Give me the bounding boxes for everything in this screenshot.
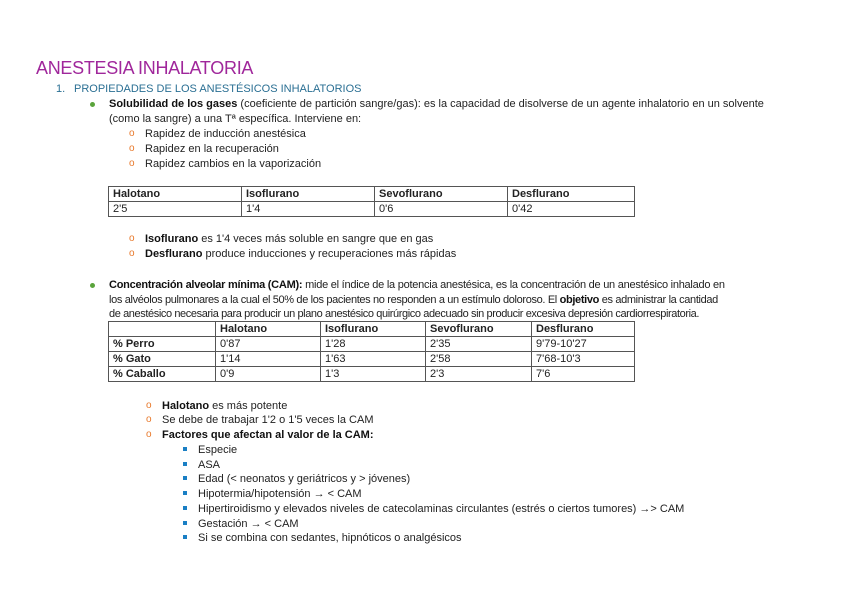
table-cell: 9'79-10'27: [532, 337, 635, 352]
section-number: 1.: [56, 83, 66, 95]
text: es 1'4 veces más soluble en sangre que en gas: [198, 233, 434, 245]
table-header: Sevoflurano: [375, 187, 508, 202]
page-title: ANESTESIA INHALATORIA: [36, 58, 254, 78]
text: los alvéolos pulmonares a la cual el 50% de los pacientes no responden a un estímulo doloroso. El: [109, 294, 560, 306]
list-item: Rapidez cambios en la vaporización: [145, 158, 322, 170]
table-header: Isoflurano: [321, 322, 426, 337]
table-row: [109, 352, 635, 367]
table-cell: 1'3: [321, 367, 426, 382]
row-header: % Caballo: [109, 367, 216, 382]
table-cell: 1'63: [321, 352, 426, 367]
list-item: [162, 399, 287, 413]
table-header: Desflurano: [532, 322, 635, 337]
cam-line2: [109, 293, 718, 307]
bullet-icon: [90, 283, 95, 288]
factor-item: Edad (< neonatos y geriátricos y > jóvenes): [198, 473, 411, 486]
table-cell: 0'42: [508, 202, 635, 217]
table-cell: 0'87: [216, 337, 321, 352]
circle-bullet-icon: o: [129, 248, 135, 259]
solubility-table: [108, 186, 635, 217]
factor-item: Hipertiroidismo y elevados niveles de catecolaminas circulantes (estrés o ciertos tumores) →> CAM: [198, 502, 685, 515]
table-cell: 2'3: [426, 367, 532, 382]
circle-bullet-icon: o: [129, 128, 135, 139]
row-header: % Gato: [109, 352, 216, 367]
circle-bullet-icon: o: [129, 143, 135, 154]
cam-line1: [109, 278, 725, 292]
table-header: [109, 322, 216, 337]
square-bullet-icon: [183, 535, 187, 539]
text: es más potente: [209, 400, 288, 412]
solubilidad-text: (coeficiente de partición sangre/gas): es la capacidad de disolverse de un agente inhalatorio en un solvente: [237, 98, 764, 110]
term: Halotano: [162, 400, 210, 412]
circle-bullet-icon: o: [146, 400, 152, 411]
factor-item: Especie: [198, 444, 238, 456]
factor-item: ASA: [198, 458, 221, 471]
table-header: Halotano: [216, 322, 321, 337]
list-item: Rapidez de inducción anestésica: [145, 128, 306, 140]
list-item: Se debe de trabajar 1'2 o 1'5 veces la CAM: [162, 414, 374, 426]
list-item: [145, 247, 456, 261]
table-cell: 0'9: [216, 367, 321, 382]
factor-item: Si se combina con sedantes, hipnóticos o analgésicos: [198, 532, 462, 545]
table-cell: 7'6: [532, 367, 635, 382]
solubilidad-line1: [109, 97, 764, 111]
text: mide el índice de la potencia anestésica, es la concentración de un anestésico inhalado en: [302, 279, 725, 291]
list-item: Rapidez en la recuperación: [145, 143, 279, 155]
list-item: [162, 428, 374, 442]
row-header: % Perro: [109, 337, 216, 352]
bullet-icon: [90, 102, 95, 107]
list-item: [145, 232, 433, 246]
square-bullet-icon: [183, 491, 187, 495]
section-heading: PROPIEDADES DE LOS ANESTÉSICOS INHALATORIOS: [74, 83, 362, 95]
text: es administrar la cantidad: [598, 294, 718, 306]
square-bullet-icon: [183, 447, 187, 451]
table-row: [109, 337, 635, 352]
table-cell: 2'35: [426, 337, 532, 352]
circle-bullet-icon: o: [129, 233, 135, 244]
circle-bullet-icon: o: [146, 429, 152, 440]
solubilidad-line2: (como la sangre) a una Tª específica. Interviene en:: [109, 113, 362, 125]
table-cell: 2'5: [109, 202, 242, 217]
table-row: [109, 367, 635, 382]
table-cell: 0'6: [375, 202, 508, 217]
term: Isoflurano: [145, 233, 199, 245]
factor-item: Gestación → < CAM: [198, 517, 299, 530]
text: produce inducciones y recuperaciones más rápidas: [202, 248, 457, 260]
term: objetivo: [559, 294, 599, 306]
circle-bullet-icon: o: [146, 414, 152, 425]
table-header: Desflurano: [508, 187, 635, 202]
term: Desflurano: [145, 248, 203, 260]
table-header: Halotano: [109, 187, 242, 202]
square-bullet-icon: [183, 521, 187, 525]
table-cell: 2'58: [426, 352, 532, 367]
square-bullet-icon: [183, 506, 187, 510]
table-header: Isoflurano: [242, 187, 375, 202]
table-cell: 1'28: [321, 337, 426, 352]
table-cell: 7'68-10'3: [532, 352, 635, 367]
table-header: Sevoflurano: [426, 322, 532, 337]
cam-table: [108, 321, 635, 382]
factor-item: Hipotermia/hipotensión → < CAM: [198, 488, 362, 501]
table-cell: 1'14: [216, 352, 321, 367]
table-cell: 1'4: [242, 202, 375, 217]
cam-line3: de anestésico necesaria para producir un plano anestésico quirúrgico adecuado sin producir excesiva depresión cardiorrespiratoria.: [109, 308, 700, 320]
factores-heading: Factores que afectan al valor de la CAM:: [162, 429, 374, 441]
square-bullet-icon: [183, 476, 187, 480]
square-bullet-icon: [183, 462, 187, 466]
circle-bullet-icon: o: [129, 158, 135, 169]
cam-term: Concentración alveolar mínima (CAM):: [109, 279, 303, 291]
solubilidad-term: Solubilidad de los gases: [109, 98, 238, 110]
